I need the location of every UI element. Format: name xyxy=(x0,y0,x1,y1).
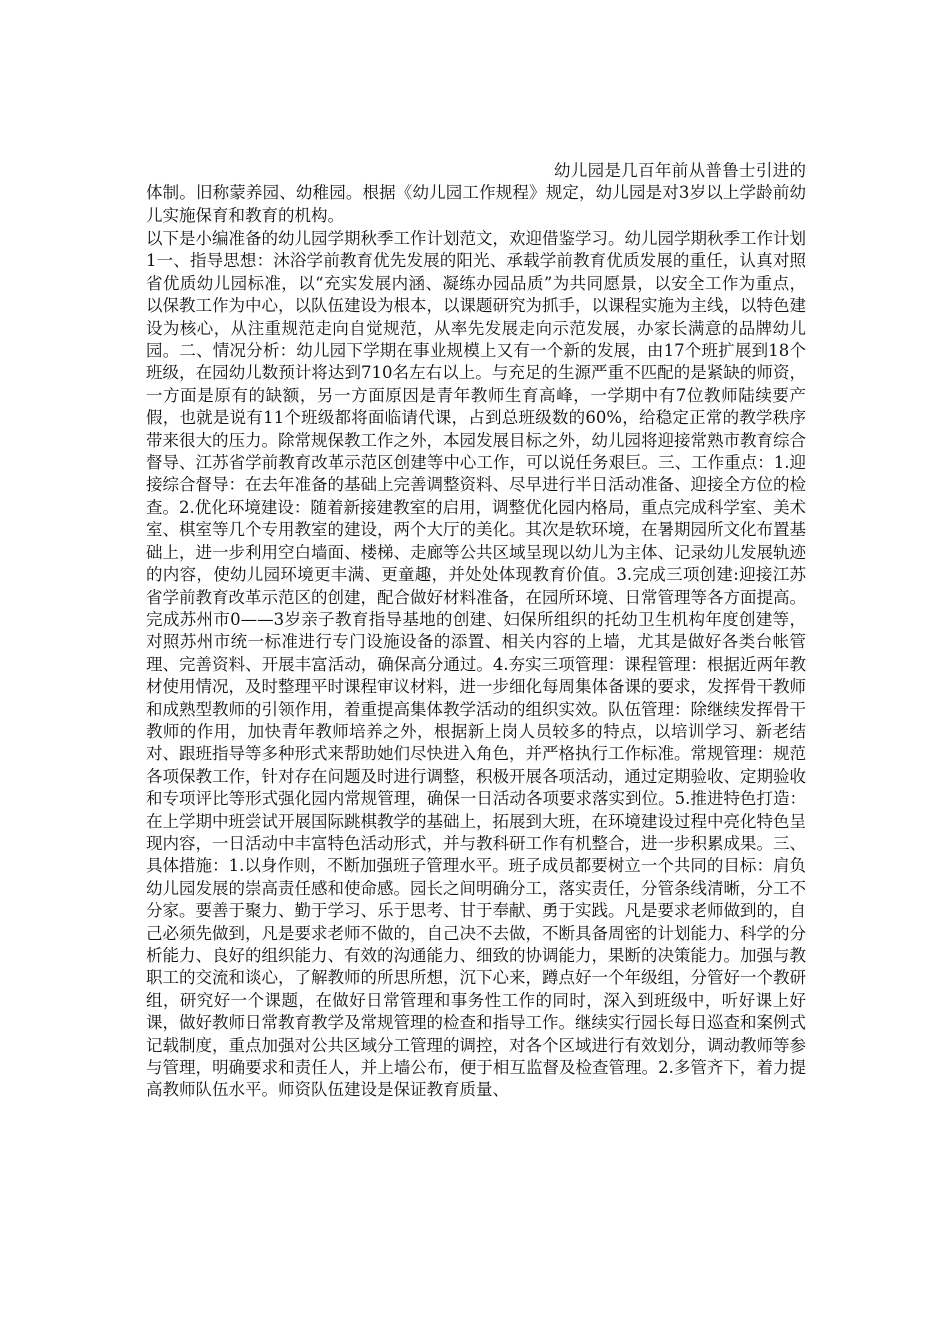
intro-paragraph: 幼儿园是几百年前从普鲁士引进的体制。旧称蒙养园、幼稚园。根据《幼儿园工作规程》规定，幼儿园是对3岁以上学龄前幼儿实施保育和教育的机构。 xyxy=(146,161,806,225)
body-paragraph: 以下是小编准备的幼儿园学期秋季工作计划范文，欢迎借鉴学习。幼儿园学期秋季工作计划1一、指导思想：沐浴学前教育优先发展的阳光、承载学前教育优质发展的重任，认真对照省优质幼儿园标准，以“充实发展内涵、凝练办园品质”为共同愿景，以安全工作为重点，以保教工作为中心，以队伍建设为根本，以课题研究为抓手，以课程实施为主线，以特色建设为核心，从注重规范走向自觉规范，从率先发展走向示范发展，办家长满意的品牌幼儿园。二、情况分析：幼儿园下学期在事业规模上又有一个新的发展，由17个班扩展到18个班级，在园幼儿数预计将达到710名左右以上。与充足的生源严重不匹配的是紧缺的师资，一方面是原有的缺额，另一方面原因是青年教师生育高峰，一学期中有7位教师陆续要产假，也就是说有11个班级都将面临请代课，占到总班级数的60%，给稳定正常的教学秩序带来很大的压力。除常规保教工作之外，本园发展目标之外，幼儿园将迎接常熟市教育综合督导、江苏省学前教育改革示范区创建等中心工作，可以说任务艰巨。三、工作重点：1.迎接综合督导：在去年准备的基础上完善调整资料、尽早进行半日活动准备、迎接全方位的检查。2.优化环境建设：随着新接建教室的启用，调整优化园内格局，重点完成科学室、美术室、棋室等几个专用教室的建设，两个大厅的美化。其次是软环境，在暑期园所文化布置基础上，进一步利用空白墙面、楼梯、走廊等公共区域呈现以幼儿为主体、记录幼儿发展轨迹的内容，使幼儿园环境更丰满、更童趣，并处处体现教育价值。3.完成三项创建:迎接江苏省学前教育改革示范区的创建，配合做好材料准备，在园所环境、日常管理等各方面提高。完成苏州市0——3岁亲子教育指导基地的创建、妇保所组织的托幼卫生机构年度创建等，对照苏州市统一标准进行专门设施设备的添置、相关内容的上墙，尤其是做好各类台帐管理、完善资料、开展丰富活动，确保高分通过。4.夯实三项管理：课程管理：根据近两年教材使用情况，及时整理平时课程审议材料，进一步细化每周集体备课的要求，发挥骨干教师和成熟型教师的引领作用，着重提高集体教学活动的组织实效。队伍管理：除继续发挥骨干教师的作用，加快青年教师培养之外，根据新上岗人员较多的特点，以培训学习、新老结对、跟班指导等多种形式来帮助她们尽快进入角色，并严格执行工作标准。常规管理：规范各项保教工作，针对存在问题及时进行调整，积极开展各项活动，通过定期验收、定期验收和专项评比等形式强化园内常规管理，确保一日活动各项要求落实到位。5.推进特色打造：在上学期中班尝试开展国际跳棋教学的基础上，拓展到大班，在环境建设过程中亮化特色呈现内容，一日活动中丰富特色活动形式，并与教科研工作有机整合，进一步积累成果。三、具体措施：1.以身作则，不断加强班子管理水平。班子成员都要树立一个共同的目标：肩负幼儿园发展的崇高责任感和使命感。园长之间明确分工，落实责任，分管条线清晰，分工不分家。要善于聚力、勤于学习、乐于思考、甘于奉献、勇于实践。凡是要求老师做到的，自己必须先做到，凡是要求老师不做的，自己决不去做，不断具备周密的计划能力、科学的分析能力、良好的组织能力、有效的沟通能力、细致的协调能力，果断的决策能力。加强与教职工的交流和谈心，了解教师的所思所想，沉下心来，蹲点好一个年级组，分管好一个教研组，研究好一个课题，在做好日常管理和事务性工作的同时，深入到班级中，听好课上好课，做好教师日常教育教学及常规管理的检查和指导工作。继续实行园长每日巡查和案例式记载制度，重点加强对公共区域分工管理的调控，对各个区域进行有效划分，调动教师等参与管理，明确要求和责任人，并上墙公布，便于相互监督及检查管理。2.多管齐下，着力提高教师队伍水平。师资队伍建设是保证教育质量、 xyxy=(146,229,806,1100)
